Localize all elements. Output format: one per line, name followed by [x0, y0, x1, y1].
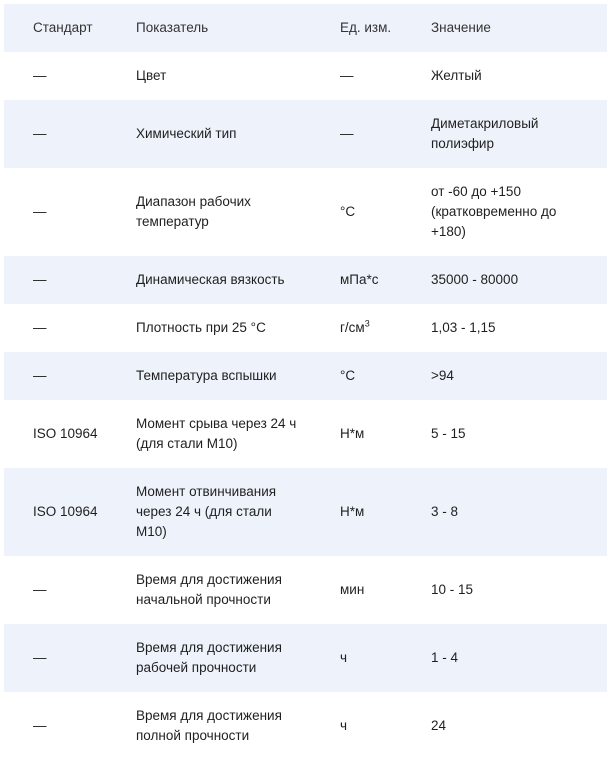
cell-parameter: Время для достижения полной прочности — [136, 708, 282, 743]
table-row — [4, 352, 607, 400]
header-value: Значение — [431, 20, 491, 35]
cell-value: 3 - 8 — [431, 504, 459, 519]
table-row — [4, 624, 607, 692]
cell-parameter: Момент отвинчивания через 24 ч (для стали М10) — [136, 484, 277, 539]
cell-standard: ISO 10964 — [33, 426, 98, 441]
cell-standard: — — [33, 126, 47, 141]
cell-parameter: Химический тип — [136, 126, 237, 141]
cell-unit: — — [340, 68, 354, 83]
cell-unit: Н*м — [340, 426, 365, 441]
table-row — [4, 256, 607, 304]
cell-parameter: Диапазон рабочих температур — [136, 194, 251, 229]
cell-unit: Н*м — [340, 504, 365, 519]
properties-table — [4, 4, 607, 760]
cell-standard: — — [33, 320, 47, 335]
table-row — [4, 100, 607, 168]
cell-value: 5 - 15 — [431, 426, 466, 441]
header-unit: Ед. изм. — [340, 20, 392, 35]
cell-standard: — — [33, 204, 47, 219]
cell-value: >94 — [431, 368, 454, 383]
table-row — [4, 400, 607, 468]
table-row — [4, 52, 607, 100]
cell-parameter: Температура вспышки — [136, 368, 277, 383]
cell-value: Диметакриловый полиэфир — [431, 116, 539, 151]
unit-superscript: 3 — [364, 318, 370, 329]
cell-value: 1,03 - 1,15 — [431, 320, 496, 335]
cell-standard: — — [33, 650, 47, 665]
cell-parameter: Цвет — [136, 68, 167, 83]
cell-parameter: Плотность при 25 °С — [136, 320, 266, 335]
cell-unit: °С — [340, 368, 356, 383]
table-row — [4, 304, 607, 352]
cell-unit: ч — [340, 650, 348, 665]
table-row — [4, 692, 607, 760]
table-row — [4, 468, 607, 556]
header-standard: Стандарт — [33, 20, 93, 35]
cell-unit: — — [340, 126, 354, 141]
table-row — [4, 168, 607, 256]
cell-value: Желтый — [431, 68, 482, 83]
cell-parameter: Время для достижения рабочей прочности — [136, 640, 282, 675]
cell-value: 24 — [431, 718, 447, 733]
table-header-row — [4, 4, 607, 52]
cell-standard: ISO 10964 — [33, 504, 98, 519]
table-row — [4, 556, 607, 624]
cell-parameter: Время для достижения начальной прочности — [136, 572, 282, 607]
cell-value: от -60 до +150 (кратковременно до +180) — [431, 184, 557, 239]
cell-unit: мПа*с — [340, 272, 379, 287]
cell-standard: — — [33, 368, 47, 383]
cell-value: 10 - 15 — [431, 582, 474, 597]
header-parameter: Показатель — [136, 20, 209, 35]
cell-parameter: Момент срыва через 24 ч (для стали М10) — [136, 416, 297, 451]
cell-standard: — — [33, 718, 47, 733]
cell-parameter: Динамическая вязкость — [136, 272, 285, 287]
unit-text: г/см — [340, 320, 365, 335]
cell-value: 35000 - 80000 — [431, 272, 519, 287]
cell-standard: — — [33, 272, 47, 287]
cell-standard: — — [33, 582, 47, 597]
cell-standard: — — [33, 68, 47, 83]
cell-unit: °С — [340, 204, 356, 219]
cell-unit: ч — [340, 718, 348, 733]
cell-value: 1 - 4 — [431, 650, 459, 665]
cell-unit — [311, 318, 402, 338]
cell-unit: мин — [340, 582, 365, 597]
